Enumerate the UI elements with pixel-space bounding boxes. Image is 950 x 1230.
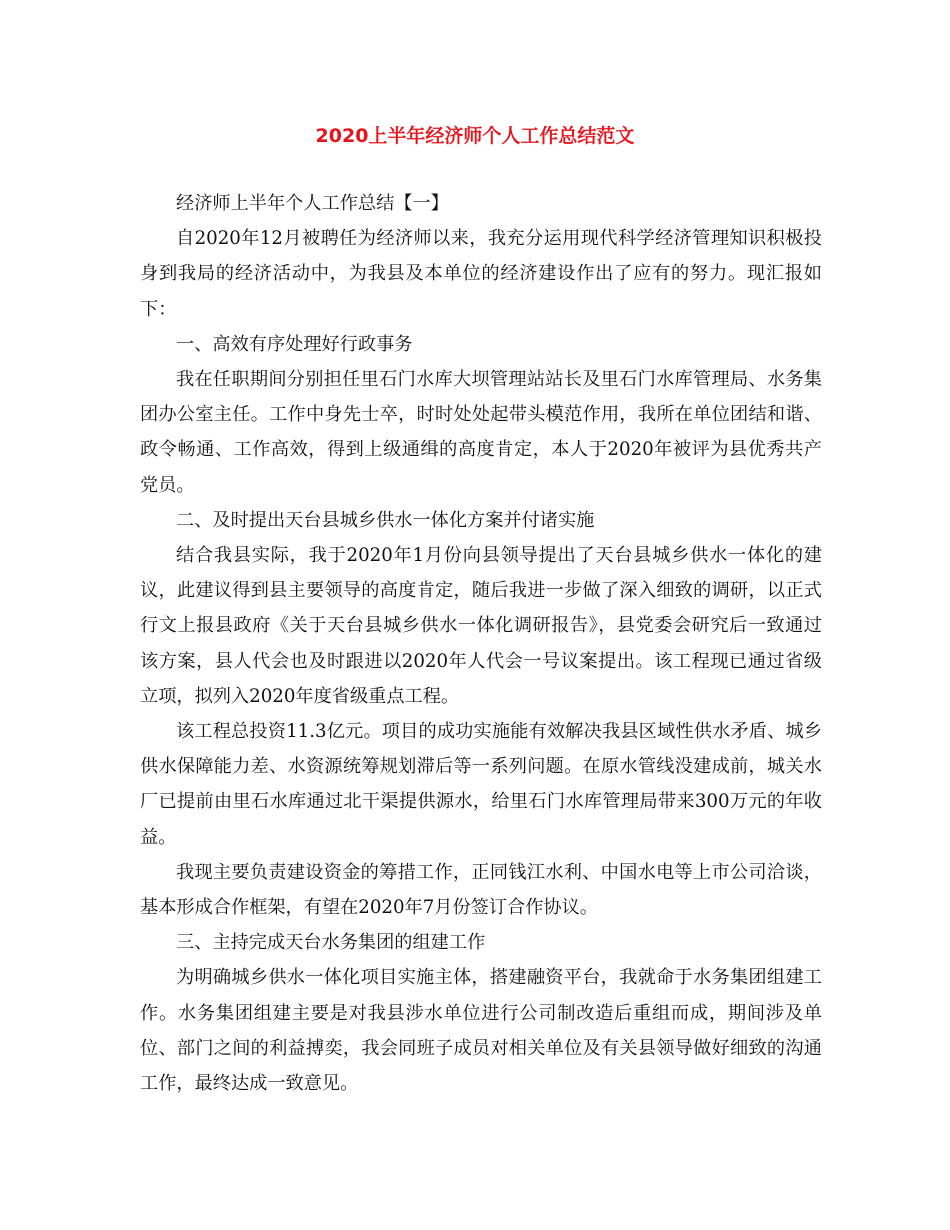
section-heading: 一、高效有序处理好行政事务 [176,333,413,355]
paragraph: 我在任职期间分别担任里石门水库大坝管理站站长及里石门水库管理局、水务集团办公室主任。工作中身先士卒，时时处处起带头模范作用，我所在单位团结和谐、政令畅通、工作高效，得到上级通缉的高度肯定，本人于2020年被评为县优秀共产党员。 [140,369,822,496]
paragraph: 该工程总投资11.3亿元。项目的成功实施能有效解决我县区域性供水矛盾、城乡供水保障能力差、水资源统筹规划滞后等一系列问题。在原水管线没建成前，城关水厂已提前由里石水库通过北干渠提供源水，给里石门水库管理局带来300万元的年收益。 [140,721,822,848]
section-heading: 经济师上半年个人工作总结【一】 [176,193,449,214]
section-heading: 二、及时提出天台县城乡供水一体化方案并付诸实施 [176,509,595,531]
document-title: 2020上半年经济师个人工作总结范文 [315,125,635,147]
document-body [140,186,822,1101]
paragraph: 结合我县实际，我于2020年1月份向县领导提出了天台县城乡供水一体化的建议，此建议得到县主要领导的高度肯定，随后我进一步做了深入细致的调研，以正式行文上报县政府《关于天台县城乡供水一体化调研报告》，县党委会研究后一致通过该方案，县人代会也及时跟进以2020年人代会一号议案提出。该工程现已通过省级立项，拟列入2020年度省级重点工程。 [140,545,822,707]
paragraph: 为明确城乡供水一体化项目实施主体，搭建融资平台，我就命于水务集团组建工作。水务集团组建主要是对我县涉水单位进行公司制改造后重组而成，期间涉及单位、部门之间的利益搏奕，我会同班子成员对相关单位及有关县领导做好细致的沟通工作，最终达成一致意见。 [140,967,822,1095]
paragraph: 自2020年12月被聘任为经济师以来，我充分运用现代科学经济管理知识积极投身到我局的经济活动中，为我县及本单位的经济建设作出了应有的努力。现汇报如下： [140,228,822,320]
section-heading: 三、主持完成天台水务集团的组建工作 [176,932,486,954]
paragraph: 我现主要负责建设资金的筹措工作，正同钱江水利、中国水电等上市公司洽谈，基本形成合作框架，有望在2020年7月份签订合作协议。 [140,861,822,919]
